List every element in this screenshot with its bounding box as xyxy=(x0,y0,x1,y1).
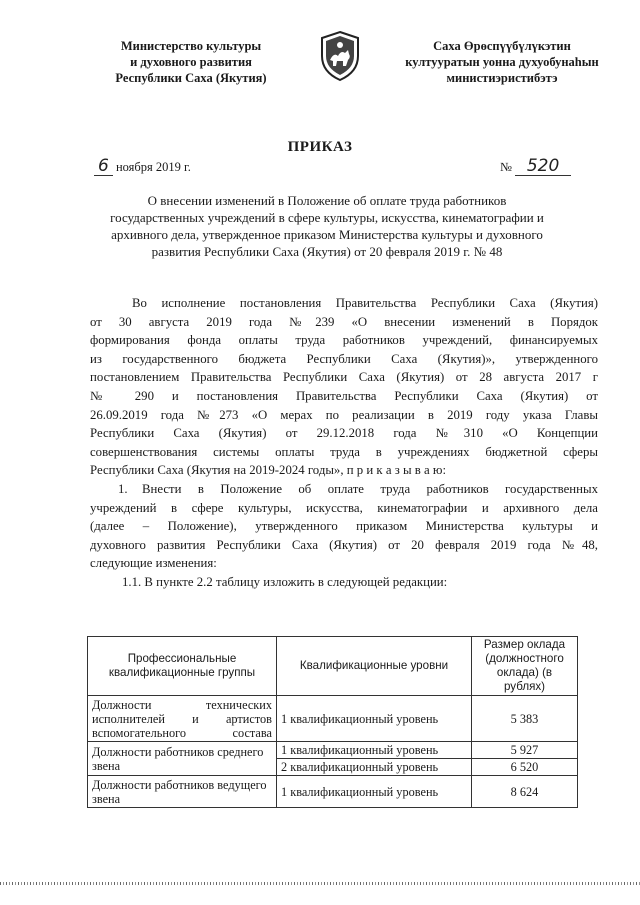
table-row xyxy=(88,776,578,808)
ministry-line: министиэристибэтэ xyxy=(446,71,558,85)
level-cell: 1 квалификационный уровень xyxy=(277,742,472,759)
date-day: 6 xyxy=(94,157,113,176)
body-line: духовного развития Республики Саха (Якутия) от 20 февраля 2019 года №48, xyxy=(90,537,598,552)
order-date xyxy=(94,157,191,176)
group-cell: Должности работников ведущего звена xyxy=(88,776,277,808)
table-row xyxy=(88,742,578,759)
body-line: из государственного бюджета Республики Саха (Якутия)», утвержденного xyxy=(90,351,598,366)
body-line: Республики Саха (Якутия) от 29.12.2018 года №310 «О Концепции xyxy=(90,426,598,441)
ministry-line: Саха Өрөспүүбүлүкэтин xyxy=(433,39,571,53)
body-line: от 30 августа 2019 года №239 «О внесении изменений в Порядок xyxy=(90,314,598,329)
document-title: ПРИКАЗ xyxy=(287,139,353,155)
ministry-line: Министерство культуры xyxy=(120,39,262,53)
header-cell: Квалификационные уровни xyxy=(277,637,472,696)
level-cell: 1 квалификационный уровень xyxy=(277,696,472,742)
ministry-line: Республики Саха (Якутия) xyxy=(115,71,267,85)
body-line: постановлением Правительства Республики Саха (Якутия) от 28 августа 2017 г xyxy=(90,370,598,385)
order-number xyxy=(500,157,571,176)
body-line: Во исполнение постановления Правительства Республики Саха (Якутия) xyxy=(132,296,598,310)
subject-line: государственных учреждений в сфере культуры, искусства, кинематографии и xyxy=(110,210,544,225)
order-subject xyxy=(82,192,572,260)
body-line: совершенствования системы оплаты труда в учреждениях бюджетной сферы xyxy=(90,444,598,459)
date-rest: ноября 2019 г. xyxy=(115,160,191,174)
salary-table xyxy=(87,636,578,808)
salary-cell: 5 927 xyxy=(472,742,578,759)
table-header-row xyxy=(88,637,578,696)
salary-cell: 6 520 xyxy=(472,759,578,776)
header-cell: Размер оклада (должностного оклада) (в рублях) xyxy=(472,637,578,696)
level-cell: 2 квалификационный уровень xyxy=(277,759,472,776)
number-value: 520 xyxy=(515,157,571,176)
body-line: учреждений в сфере культуры, искусства, кинематографии и архивного дела xyxy=(90,500,598,515)
number-label: № xyxy=(500,160,512,174)
level-cell: 1 квалификационный уровень xyxy=(277,776,472,808)
body-line: (далее – Положение), утвержденного приказом Министерства культуры и xyxy=(90,519,598,534)
body-line: следующие изменения: xyxy=(90,556,217,571)
ministry-name-yakut xyxy=(382,38,622,86)
ministry-line: и духовного развития xyxy=(130,55,252,69)
item-1-1-line: 1.1. В пункте 2.2 таблицу изложить в следующей редакции: xyxy=(122,574,448,589)
subject-line: архивного дела, утвержденное приказом Министерства культуры и духовного xyxy=(111,227,543,242)
ministry-line: култууратын уонна духуобунаһын xyxy=(405,55,599,69)
header-cell: Профессиональные квалификационные группы xyxy=(88,637,277,696)
body-line: формирования фонда оплаты труда работников учреждений, финансируемых xyxy=(90,333,598,348)
ministry-name-russian xyxy=(92,38,290,86)
salary-cell: 8 624 xyxy=(472,776,578,808)
salary-cell: 5 383 xyxy=(472,696,578,742)
body-line: Республики Саха (Якутия на 2019-2024 годы», п р и к а з ы в а ю: xyxy=(90,463,446,478)
item-text: Внести в Положение об оплате труда работников государственных xyxy=(142,481,598,496)
scan-edge-line xyxy=(0,882,640,885)
body-line: № 290 и постановления Правительства Республики Саха (Якутия) от xyxy=(90,388,598,403)
republic-emblem-icon xyxy=(318,30,362,82)
group-cell: Должности технических исполнителей и артистов вспомогательного состава xyxy=(88,696,277,742)
table-row xyxy=(88,696,578,742)
subject-line: О внесении изменений в Положение об оплате труда работников xyxy=(147,193,507,208)
group-cell: Должности работников среднего звена xyxy=(88,742,277,776)
body-line: 26.09.2019 года №273 «О мерах по реализации в 2019 году указа Главы xyxy=(90,407,598,422)
subject-line: развития Республики Саха (Якутия) от 20 февраля 2019 г. № 48 xyxy=(151,244,503,259)
item-1-first-line xyxy=(90,480,598,499)
item-number: 1. xyxy=(118,481,128,496)
order-body xyxy=(90,294,598,592)
